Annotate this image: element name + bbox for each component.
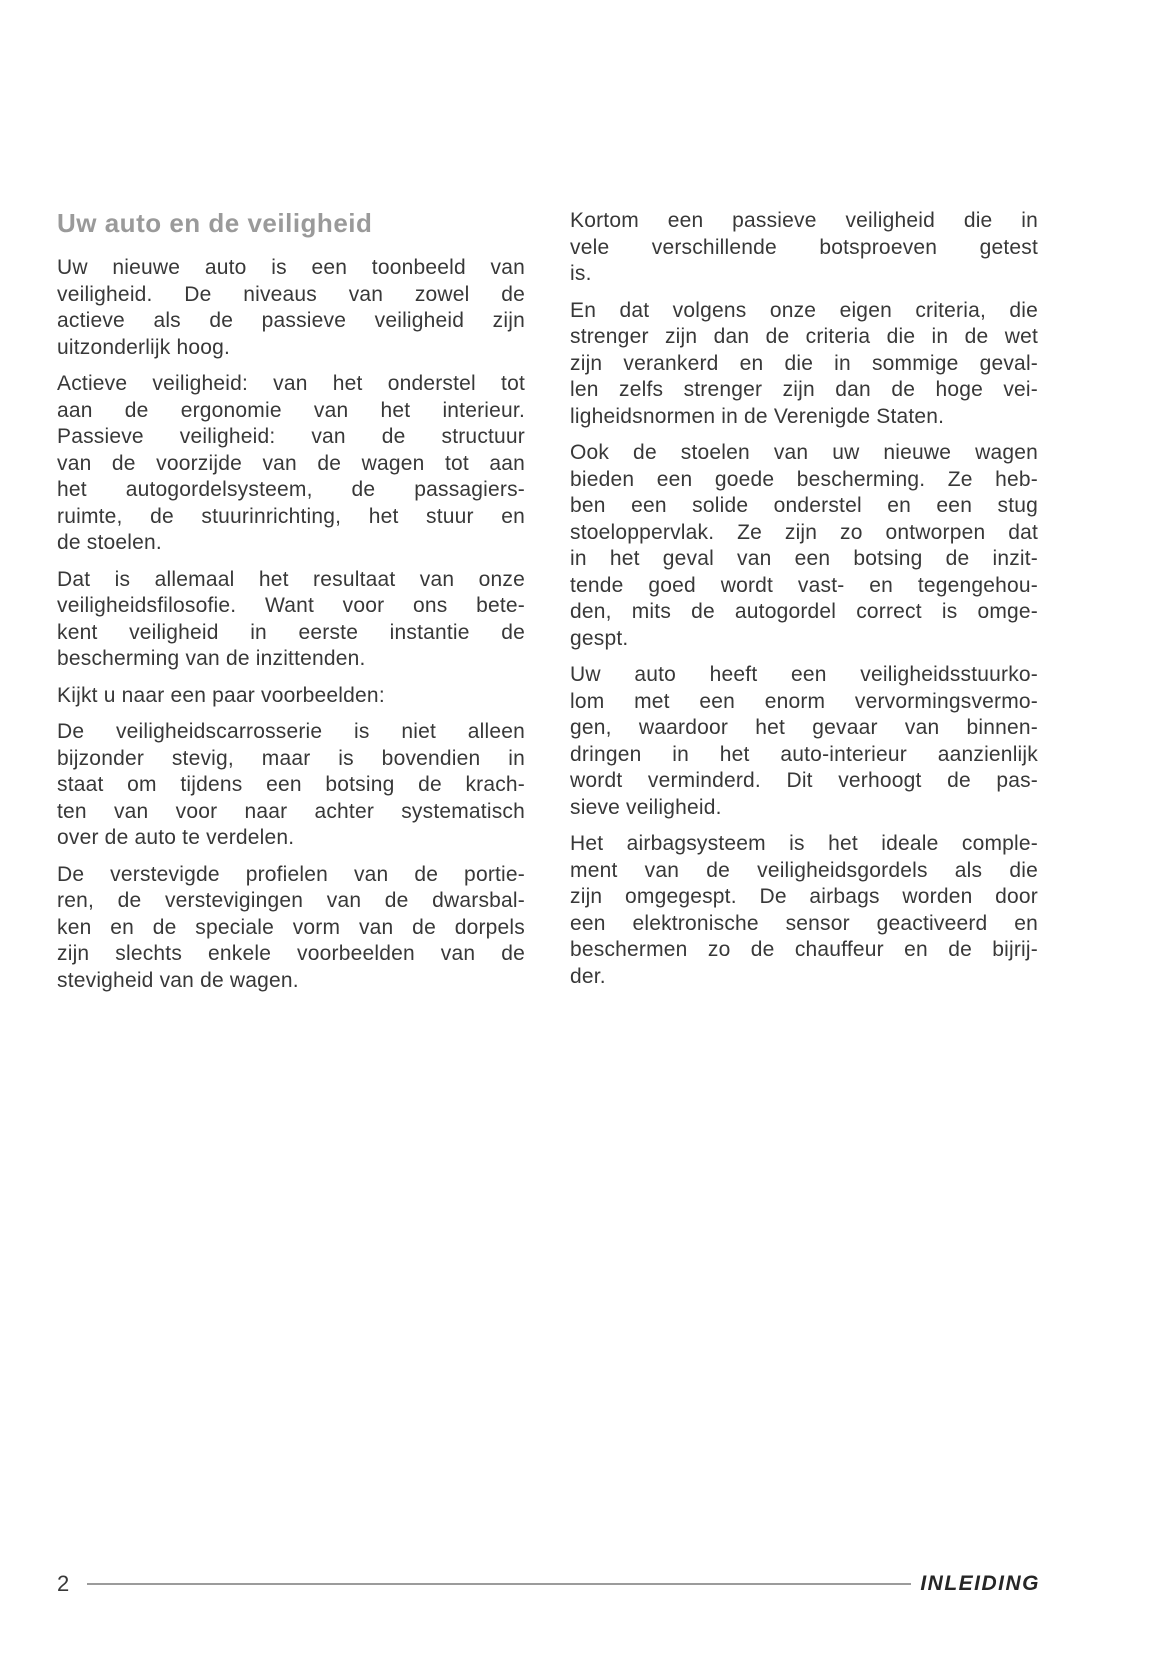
text-line: van de voorzijde van de wagen tot aan	[57, 451, 525, 475]
text-line: dringen in het auto-interieur aanzienlijk	[570, 742, 1038, 766]
page-heading: Uw auto en de veiligheid	[57, 208, 373, 238]
paragraph	[57, 719, 525, 852]
left-column	[57, 208, 525, 1004]
text-line: Uw nieuwe auto is een toonbeeld van	[57, 256, 525, 279]
text-line: Uw auto heeft een veiligheidsstuurko-	[570, 663, 1038, 686]
right-column-paragraphs	[570, 208, 1038, 990]
paragraph	[570, 662, 1038, 821]
text-line: in het geval van een botsing de inzit-	[570, 547, 1038, 570]
text-line: de stoelen.	[57, 531, 162, 554]
text-line: ren, de verstevigingen van de dwarsbal-	[57, 889, 525, 912]
text-line: zijn verankerd en die in sommige geval-	[570, 351, 1038, 375]
text-line: gespt.	[570, 626, 629, 650]
text-line: ment van de veiligheidsgordels als die	[570, 858, 1038, 882]
text-line: uitzonderlijk hoog.	[57, 335, 231, 359]
text-line: sieve veiligheid.	[570, 795, 722, 819]
text-line: den, mits de autogordel correct is omge-	[570, 600, 1038, 623]
text-line: een elektronische sensor geactiveerd en	[570, 911, 1038, 935]
text-line: actieve als de passieve veiligheid zijn	[57, 309, 525, 332]
text-line: len zelfs strenger zijn dan de hoge vei-	[570, 378, 1038, 401]
text-line: Kortom een passieve veiligheid die in	[570, 209, 1038, 232]
text-line: Actieve veiligheid: van het onderstel tot	[57, 372, 525, 395]
text-line: tende goed wordt vast- en tegengehou-	[570, 573, 1038, 597]
text-line: is.	[570, 262, 592, 285]
text-line: zijn omgegespt. De airbags worden door	[570, 885, 1038, 908]
text-line: kent veiligheid in eerste instantie de	[57, 620, 525, 644]
text-line: Passieve veiligheid: van de structuur	[57, 425, 525, 448]
text-line: bescherming van de inzittenden.	[57, 647, 366, 670]
footer-section-title: INLEIDING	[920, 1572, 1040, 1595]
text-line: stoeloppervlak. Ze zijn zo ontworpen dat	[570, 520, 1038, 544]
text-line: Ook de stoelen van uw nieuwe wagen	[570, 441, 1038, 464]
text-line: staat om tijdens een botsing de krach-	[57, 773, 525, 796]
text-line: stevigheid van de wagen.	[57, 968, 299, 992]
page-number: 2	[57, 1571, 70, 1596]
text-line: beschermen zo de chauffeur en de bijrij-	[570, 938, 1038, 961]
text-line: gen, waardoor het gevaar van binnen-	[570, 716, 1038, 739]
paragraph	[57, 371, 525, 557]
text-line: bijzonder stevig, maar is bovendien in	[57, 746, 525, 770]
text-line: De verstevigde profielen van de portie-	[57, 862, 525, 886]
text-line: over de auto te verdelen.	[57, 826, 295, 849]
right-column	[570, 208, 1038, 1004]
text-line: ten van voor naar achter systematisch	[57, 799, 525, 823]
text-line: ligheidsnormen in de Verenigde Staten.	[570, 404, 945, 428]
text-line: ken en de speciale vorm van de dorpels	[57, 915, 525, 939]
paragraph	[57, 683, 525, 710]
paragraph	[57, 567, 525, 673]
paragraph	[570, 208, 1038, 288]
footer-rule	[87, 1583, 911, 1585]
text-line: der.	[570, 964, 606, 988]
text-line: zijn slechts enkele voorbeelden van de	[57, 942, 525, 965]
paragraph	[57, 862, 525, 995]
page-body	[57, 208, 1038, 1004]
text-line: Dat is allemaal het resultaat van onze	[57, 567, 525, 591]
paragraph	[57, 255, 525, 361]
text-line: veiligheid. De niveaus van zowel de	[57, 282, 525, 306]
page-footer	[57, 1571, 1040, 1597]
text-line: het autogordelsysteem, de passagiers-	[57, 478, 525, 501]
text-line: De veiligheidscarrosserie is niet alleen	[57, 720, 525, 743]
paragraph	[570, 298, 1038, 431]
text-line: Het airbagsysteem is het ideale comple-	[570, 832, 1038, 855]
text-line: ben een solide onderstel en een stug	[570, 494, 1038, 517]
text-line: En dat volgens onze eigen criteria, die	[570, 298, 1038, 322]
text-line: bieden een goede bescherming. Ze heb-	[570, 467, 1038, 491]
text-line: Kijkt u naar een paar voorbeelden:	[57, 683, 385, 707]
text-line: strenger zijn dan de criteria die in de wet	[570, 325, 1038, 348]
paragraph	[570, 831, 1038, 990]
text-line: vele verschillende botsproeven getest	[570, 235, 1038, 259]
text-line: wordt verminderd. Dit verhoogt de pas-	[570, 769, 1038, 792]
left-column-paragraphs	[57, 255, 525, 994]
text-line: lom met een enorm vervormingsvermo-	[570, 689, 1038, 713]
text-line: veiligheidsfilosofie. Want voor ons bete-	[57, 594, 525, 617]
paragraph	[570, 440, 1038, 652]
text-line: ruimte, de stuurinrichting, het stuur en	[57, 504, 525, 528]
text-line: aan de ergonomie van het interieur.	[57, 398, 525, 422]
